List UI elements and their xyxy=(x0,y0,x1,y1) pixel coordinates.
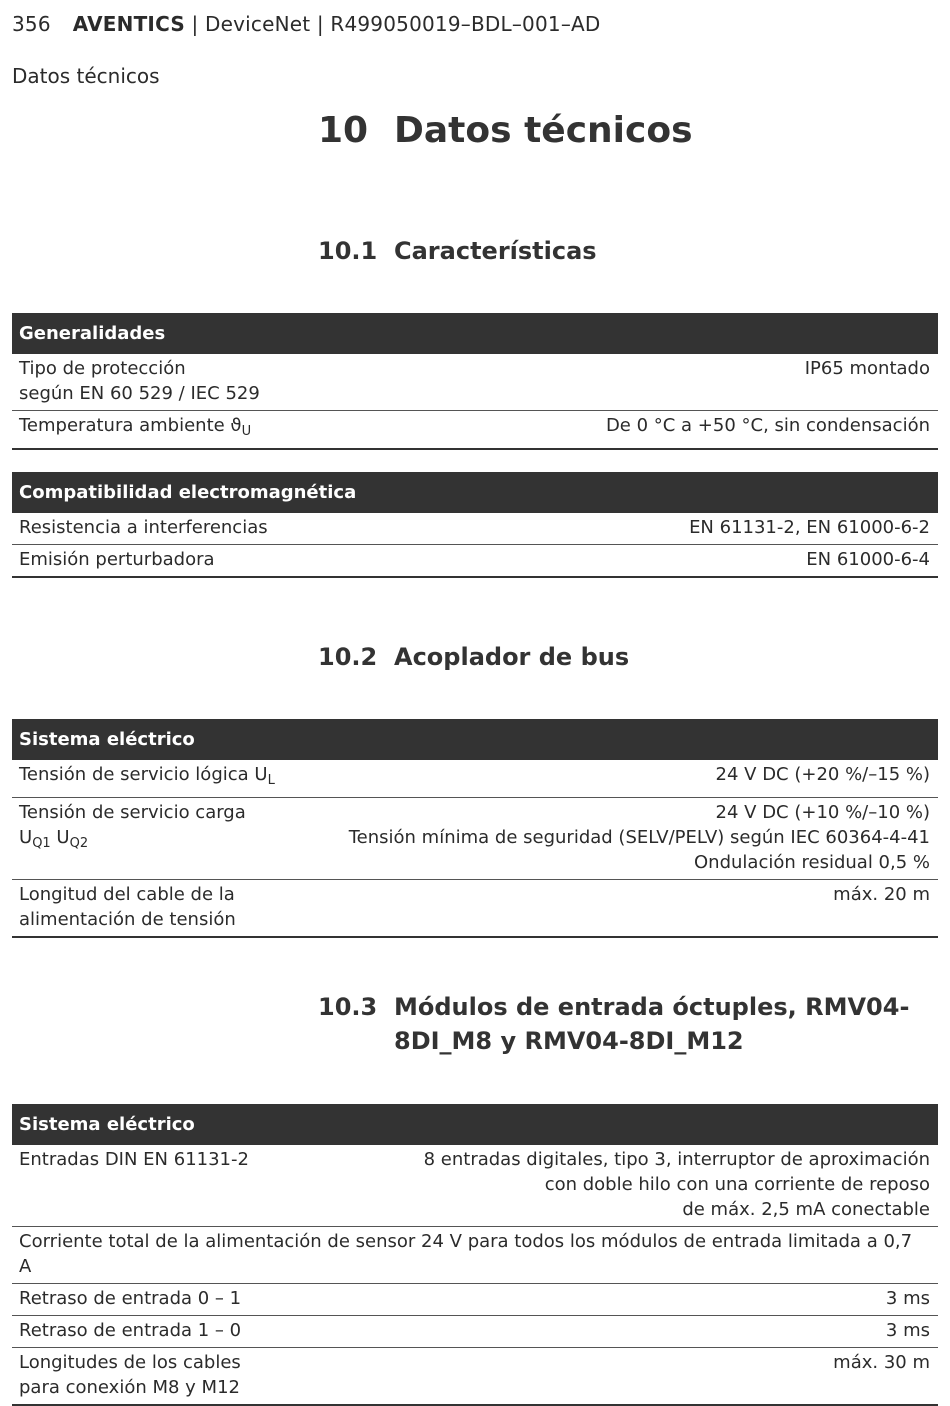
table-row xyxy=(12,1284,938,1316)
table-row xyxy=(12,798,938,880)
row-label-text: Temperatura ambiente ϑ xyxy=(19,415,242,436)
product-name: DeviceNet xyxy=(204,12,311,36)
section-title-text: Acoplador de bus xyxy=(394,643,630,671)
table-row xyxy=(12,760,938,798)
table-row xyxy=(12,880,938,938)
table-row xyxy=(12,545,938,578)
row-label-line: alimentación de tensión xyxy=(19,909,236,930)
row-label: Retraso de entrada 1 – 0 xyxy=(19,1320,242,1341)
page-number: 356 xyxy=(12,12,51,36)
section-title-10-2 xyxy=(318,640,914,674)
row-label-subscript: Q1 xyxy=(32,836,51,851)
row-label-line: Longitudes de los cables xyxy=(19,1352,241,1373)
row-label-line: Longitud del cable de la xyxy=(19,884,235,905)
row-label-line: Tensión de servicio carga xyxy=(19,802,246,823)
table-row xyxy=(12,354,938,411)
row-value-line: 8 entradas digitales, tipo 3, interruptor de aproximación xyxy=(423,1149,930,1170)
row-full-text: Corriente total de la alimentación de sensor 24 V para todos los módulos de entrada limitada a 0,7 A xyxy=(19,1231,913,1277)
table-header: Compatibilidad electromagnética xyxy=(12,472,938,513)
row-label xyxy=(19,762,275,793)
row-label: Entradas DIN EN 61131-2 xyxy=(19,1149,249,1170)
row-label xyxy=(19,1350,241,1400)
table-row xyxy=(12,1227,938,1284)
table-acoplador-electrico xyxy=(12,719,938,938)
row-label-subscript: Q2 xyxy=(69,836,89,851)
row-label xyxy=(19,356,260,406)
row-value: EN 61131-2, EN 61000-6-2 xyxy=(689,517,930,538)
row-label-line xyxy=(19,825,246,856)
row-label-subscript: U xyxy=(241,424,252,439)
table-row xyxy=(12,513,938,545)
table-row xyxy=(12,1348,938,1406)
table-header: Sistema eléctrico xyxy=(12,719,938,760)
row-label-text: Tensión de servicio lógica U xyxy=(19,764,268,785)
table-header: Sistema eléctrico xyxy=(12,1104,938,1145)
row-value: 24 V DC (+20 %/–15 %) xyxy=(715,764,930,785)
row-value: IP65 montado xyxy=(804,358,930,379)
page-header xyxy=(12,12,601,36)
section-title-10-1 xyxy=(318,234,914,268)
table-row xyxy=(12,1145,938,1227)
table-row xyxy=(12,1316,938,1348)
brand-name: AVENTICS xyxy=(72,12,185,36)
row-label xyxy=(19,882,236,932)
row-value: 3 ms xyxy=(885,1320,930,1341)
section-title-text: Módulos de entrada óctuples, RMV04-8DI_M8 y RMV04-8DI_M12 xyxy=(394,993,910,1055)
row-value-line: Tensión mínima de seguridad (SELV/PELV) según IEC 60364-4-41 xyxy=(348,827,930,848)
row-label xyxy=(19,800,246,856)
row-value xyxy=(424,1147,930,1222)
row-value xyxy=(349,800,930,875)
row-value-line: Ondulación residual 0,5 % xyxy=(694,852,930,873)
row-value-line: de máx. 2,5 mA conectable xyxy=(682,1199,930,1220)
row-label: Retraso de entrada 0 – 1 xyxy=(19,1288,242,1309)
row-value-line: 24 V DC (+10 %/–10 %) xyxy=(715,802,930,823)
header-separator-2: | xyxy=(310,12,331,36)
row-label: Emisión perturbadora xyxy=(19,549,215,570)
row-label: Resistencia a interferencias xyxy=(19,517,268,538)
row-label-line: según EN 60 529 / IEC 529 xyxy=(19,383,260,404)
row-value-line: con doble hilo con una corriente de reposo xyxy=(544,1174,930,1195)
header-separator-1: | xyxy=(184,12,205,36)
row-label-line: para conexión M8 y M12 xyxy=(19,1377,240,1398)
chapter-number: 10 xyxy=(318,110,369,151)
table-row xyxy=(12,411,938,450)
table-header: Generalidades xyxy=(12,313,938,354)
row-label-text: U xyxy=(50,827,70,848)
section-number: 10.2 xyxy=(318,643,378,671)
section-title-10-3 xyxy=(318,990,914,1058)
running-head: Datos técnicos xyxy=(12,64,160,88)
table-generalidades xyxy=(12,313,938,450)
row-label-subscript: L xyxy=(267,773,275,788)
table-compatibilidad xyxy=(12,472,938,578)
chapter-title-text: Datos técnicos xyxy=(394,110,693,151)
section-number: 10.1 xyxy=(318,237,378,265)
row-label xyxy=(19,413,251,444)
table-modulos-electrico xyxy=(12,1104,938,1406)
row-value: máx. 20 m xyxy=(833,884,930,905)
section-number: 10.3 xyxy=(318,993,378,1021)
document-code: R499050019–BDL–001–AD xyxy=(330,12,601,36)
row-value: EN 61000-6-4 xyxy=(806,549,930,570)
row-value: 3 ms xyxy=(885,1288,930,1309)
chapter-title xyxy=(318,110,693,151)
row-value: De 0 °C a +50 °C, sin condensación xyxy=(605,415,930,436)
row-label-text: U xyxy=(19,827,33,848)
section-title-text: Características xyxy=(394,237,597,265)
row-label-line: Tipo de protección xyxy=(19,358,186,379)
row-value: máx. 30 m xyxy=(833,1352,930,1373)
